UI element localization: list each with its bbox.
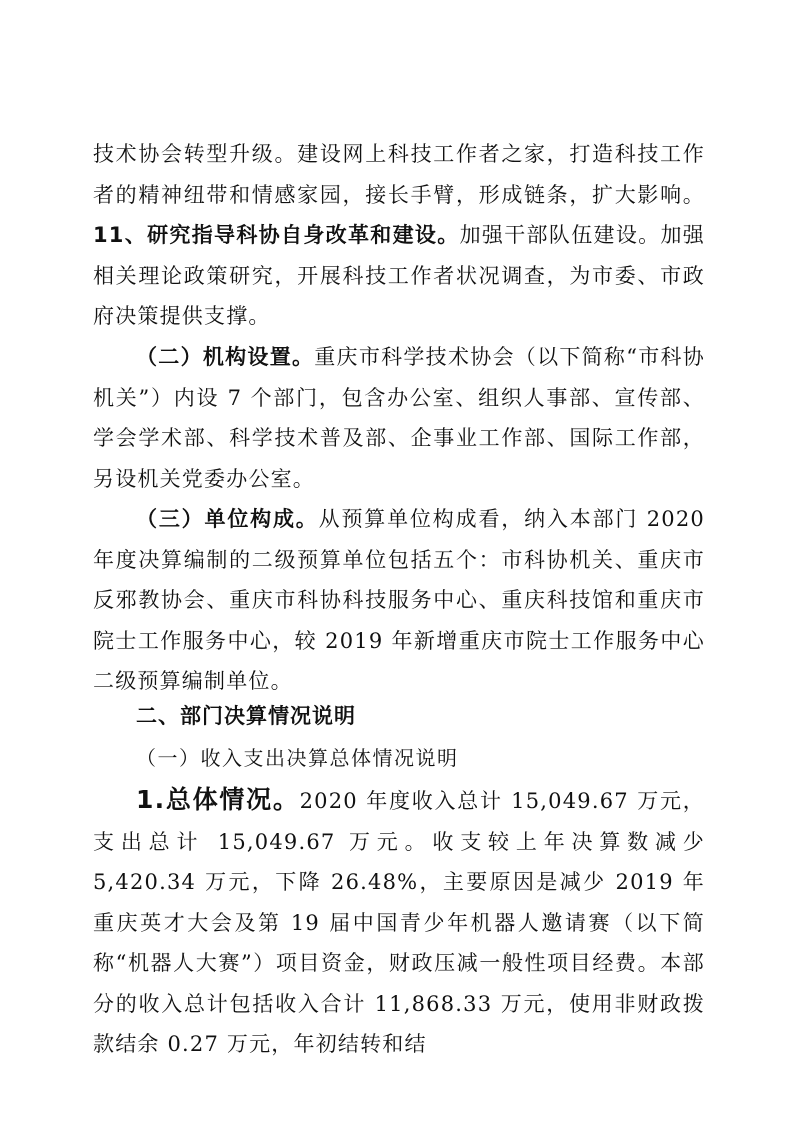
paragraph-text: 加强干部队伍建设。加强相关理论政策研究，开展科技工作者状况调查，为市委、市政府决策提供支撑。 (93, 223, 705, 328)
section-heading-inline: （三）单位构成。 (136, 507, 319, 531)
paragraph-text: 从预算单位构成看，纳入本部门 2020 年度决算编制的二级预算单位包括五个：市科协机关、重庆市反邪教协会、重庆市科协科技服务中心、重庆科技馆和重庆市院士工作服务中心，较 2019 年新增重庆市院士工作服务中心二级预算编制单位。 (93, 507, 705, 693)
paragraph-text: 重庆市科学技术协会（以下简称“市科协机关”）内设 7 个部门，包含办公室、组织人事部、宣传部、学会学术部、科学技术普及部、企事业工作部、国际工作部，另设机关党委办公室。 (93, 345, 705, 491)
paragraph-organization (93, 337, 705, 499)
paragraph-units (93, 499, 705, 702)
paragraph-text: 2020 年度收入总计 15,049.67 万元，支出总计 15,049.67 万元。收支较上年决算数减少 5,420.34 万元，下降 26.48%，主要原因是减少 2019 年重庆英才大会及第 19 届中国青少年机器人邀请赛（以下简称“机器人大赛”）项目资金，财政压减一般性项目经费。本部分的收入总计包括收入合计 11,868.33 万元，使用非财政拨款结余 0.27 万元，年初结转和结 (93, 789, 705, 1056)
bold-item-11: 11、研究指导科协自身改革和建设。 (93, 223, 460, 247)
section-heading: 二、部门决算情况说明 (136, 704, 356, 728)
paragraph-duties-continued (93, 134, 705, 337)
paragraph-overall (93, 780, 705, 1065)
section-heading-inline: 1.总体情况。 (136, 785, 300, 814)
section-heading-inline: （二）机构设置。 (136, 345, 315, 369)
subsection-heading: （一）收入支出决算总体情况说明 (136, 746, 459, 770)
paragraph-text: 技术协会转型升级。建设网上科技工作者之家，打造科技工作者的精神纽带和情感家园，接长手臂，形成链条，扩大影响。 (93, 142, 705, 207)
